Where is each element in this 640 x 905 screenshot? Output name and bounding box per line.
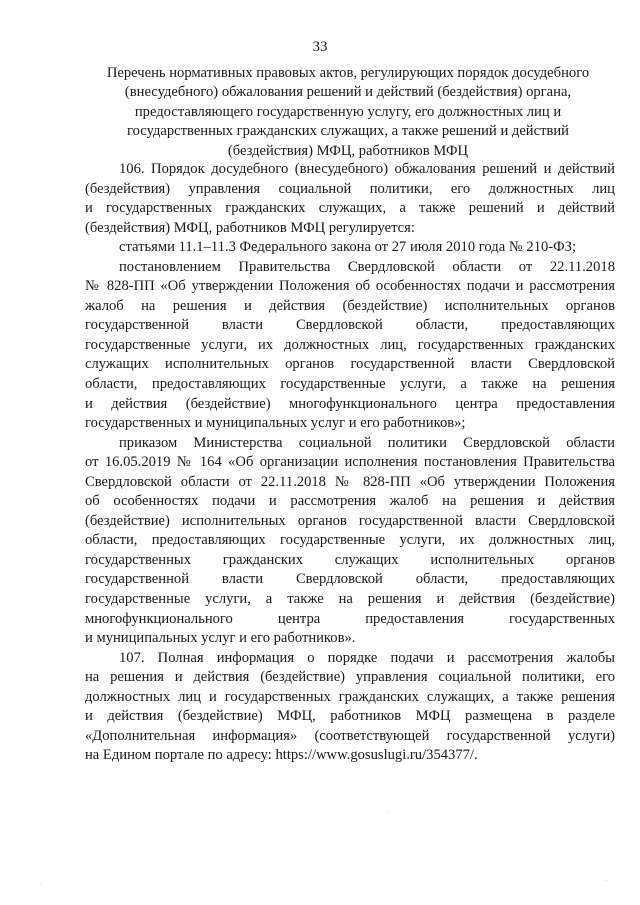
body-line: на Едином портале по адресу: https://www.gosuslugi.ru/354377/. bbox=[85, 747, 478, 764]
body-text bbox=[85, 160, 615, 766]
page-number: 33 bbox=[312, 39, 328, 55]
body-line: (бездействия) управления социальной политики, его должностных лиц bbox=[85, 180, 615, 197]
body-line: на решения и действия (бездействие) управления социальной политики, его bbox=[85, 669, 615, 686]
body-line: государственных гражданских служащих исполнительных органов bbox=[85, 551, 615, 568]
heading-line: (бездействия) МФЦ, работников МФЦ bbox=[227, 142, 469, 159]
heading-line: предоставляющего государственную услугу, его должностных лиц и bbox=[134, 103, 562, 120]
scan-speck bbox=[40, 884, 41, 885]
body-line: и муниципальных услуг и его работников». bbox=[85, 630, 356, 647]
body-line: (бездействие) исполнительных органов государственной власти Свердловской bbox=[85, 512, 615, 529]
body-line: и действия (бездействие) многофункционального центра предоставления bbox=[85, 395, 615, 412]
body-line: статьями 11.1–11.3 Федерального закона от 27 июля 2010 года № 210-ФЗ; bbox=[119, 239, 577, 256]
body-line: государственные услуги, а также на решения и действия (бездействие) bbox=[85, 591, 615, 608]
body-line: должностных лиц и государственных гражданских служащих, а также решения bbox=[85, 688, 615, 705]
body-line: об особенностях подачи и рассмотрения жалоб на решения и действия bbox=[85, 493, 615, 510]
heading-line: (внесудебного) обжалования решений и действий (бездействия) органа, bbox=[124, 84, 572, 101]
body-line: жалоб на решения и действия (бездействие) исполнительных органов bbox=[85, 297, 615, 314]
body-line: от 16.05.2019 № 164 «Об организации исполнения постановления Правительства bbox=[85, 454, 615, 471]
body-line: государственные услуги, их должностных лиц, государственных гражданских bbox=[85, 336, 615, 353]
body-line: 107. Полная информация о порядке подачи и рассмотрения жалобы bbox=[119, 649, 615, 666]
body-line: многофункционального центра предоставления государственных bbox=[85, 610, 615, 627]
scan-speck bbox=[388, 812, 389, 813]
body-line: служащих исполнительных органов государственной власти Свердловской bbox=[85, 356, 615, 373]
body-line: «Дополнительная информация» (соответствующей государственной услуги) bbox=[85, 727, 615, 744]
body-line: приказом Министерства социальной политики Свердловской области bbox=[119, 434, 615, 451]
body-line: области, предоставляющих государственные услуги, а также на решения bbox=[85, 376, 615, 393]
heading-line: государственных гражданских служащих, а также решений и действий bbox=[127, 123, 569, 140]
heading-line: Перечень нормативных правовых актов, регулирующих порядок досудебного bbox=[106, 65, 590, 81]
body-line: и действия (бездействие) МФЦ, работников МФЦ размещена в разделе bbox=[85, 708, 615, 725]
body-line: 106. Порядок досудебного (внесудебного) обжалования решений и действий bbox=[119, 161, 615, 177]
body-line: государственной власти Свердловской области, предоставляющих bbox=[85, 317, 615, 334]
body-line: и государственных гражданских служащих, а также решений и действий bbox=[85, 200, 615, 217]
body-line: (бездействия) МФЦ, работников МФЦ регулируется: bbox=[85, 219, 415, 236]
body-line: государственной власти Свердловской области, предоставляющих bbox=[85, 571, 615, 588]
body-line: № 828-ПП «Об утверждении Положения об особенностях подачи и рассмотрения bbox=[85, 278, 615, 295]
body-line: Свердловской области от 22.11.2018 № 828-ПП «Об утверждении Положения bbox=[85, 473, 615, 490]
body-line: постановлением Правительства Свердловской области от 22.11.2018 bbox=[119, 258, 615, 275]
section-heading bbox=[78, 64, 618, 161]
scan-speck bbox=[606, 880, 607, 881]
body-line: государственных и муниципальных услуг и его работников»; bbox=[85, 415, 466, 432]
body-line: области, предоставляющих государственные услуги, их должностных лиц, bbox=[85, 532, 615, 549]
